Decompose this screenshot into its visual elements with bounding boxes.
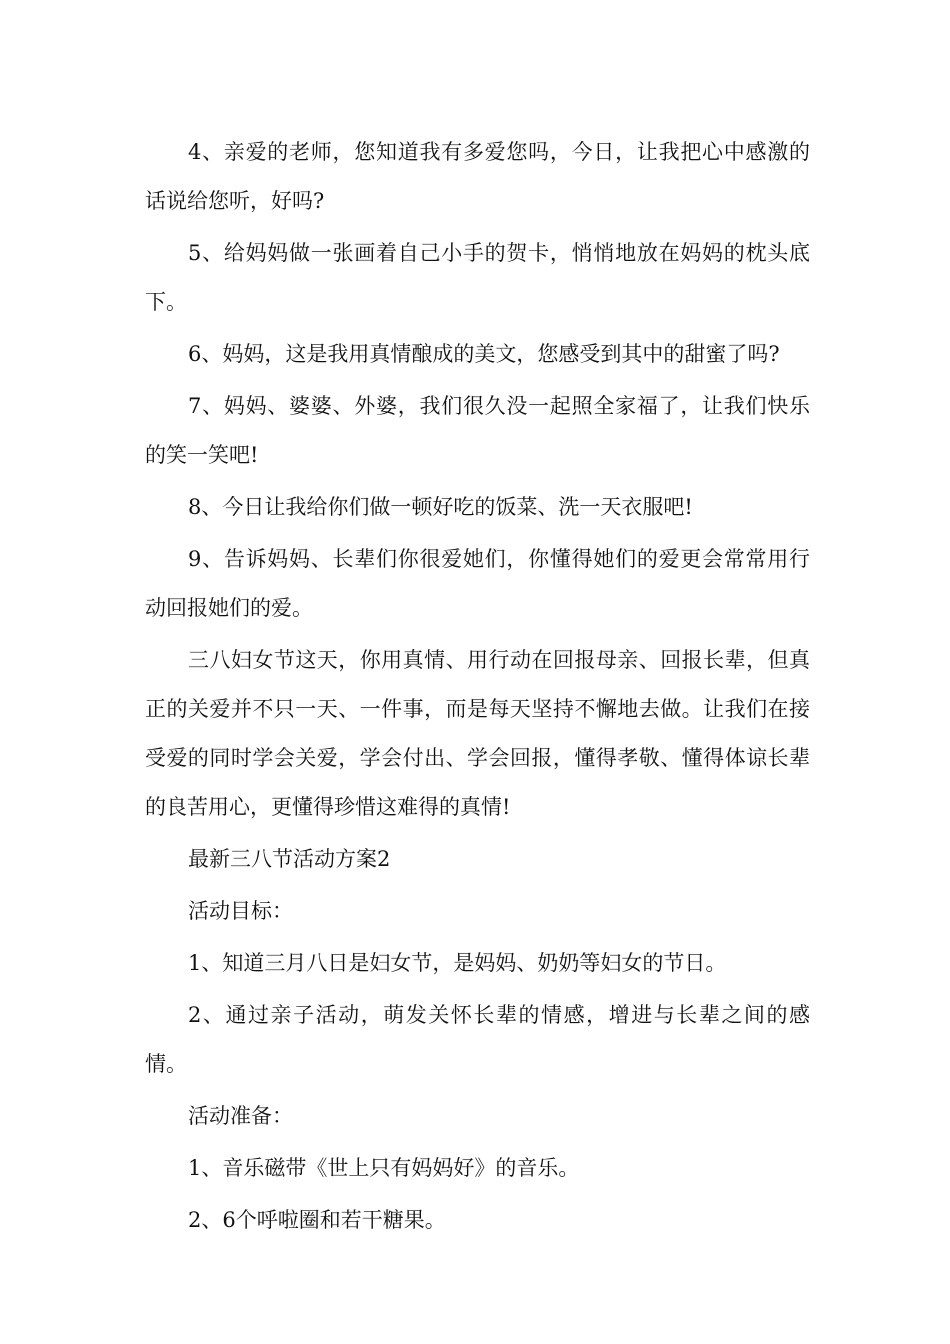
preparation-item-1: 1、音乐磁带《世上只有妈妈好》的音乐。 bbox=[188, 1156, 580, 1180]
paragraph-item-8: 8、今日让我给你们做一顿好吃的饭菜、洗一天衣服吧! bbox=[188, 495, 693, 519]
subheading-preparation: 活动准备： bbox=[188, 1104, 293, 1128]
paragraph-summary: 三八妇女节这天，你用真情、用行动在回报母亲、回报长辈，但真正的关爱并不只一天、一件事，而是每天坚持不懈地去做。让我们在接受爱的同时学会关爱，学会付出、学会回报，懂得孝敬、懂得体谅长辈的良苦用心，更懂得珍惜这难得的真情! bbox=[145, 648, 810, 819]
paragraph-item-7: 7、妈妈、婆婆、外婆，我们很久没一起照全家福了，让我们快乐的笑一笑吧! bbox=[145, 394, 810, 467]
document-page bbox=[145, 128, 810, 1248]
paragraph-item-9: 9、告诉妈妈、长辈们你很爱她们，你懂得她们的爱更会常常用行动回报她们的爱。 bbox=[145, 547, 810, 620]
preparation-item-2: 2、6个呼啦圈和若干糖果。 bbox=[188, 1208, 446, 1232]
goal-item-2: 2、通过亲子活动，萌发关怀长辈的情感，增进与长辈之间的感情。 bbox=[145, 1003, 810, 1076]
section-heading: 最新三八节活动方案2 bbox=[188, 847, 391, 871]
goal-item-1: 1、知道三月八日是妇女节，是妈妈、奶奶等妇女的节日。 bbox=[188, 951, 727, 975]
paragraph-item-6: 6、妈妈，这是我用真情酿成的美文，您感受到其中的甜蜜了吗? bbox=[188, 342, 780, 366]
paragraph-item-5: 5、给妈妈做一张画着自己小手的贺卡，悄悄地放在妈妈的枕头底下。 bbox=[145, 241, 810, 314]
paragraph-item-4: 4、亲爱的老师，您知道我有多爱您吗，今日，让我把心中感激的话说给您听，好吗? bbox=[145, 140, 810, 213]
subheading-goals: 活动目标： bbox=[188, 899, 293, 923]
